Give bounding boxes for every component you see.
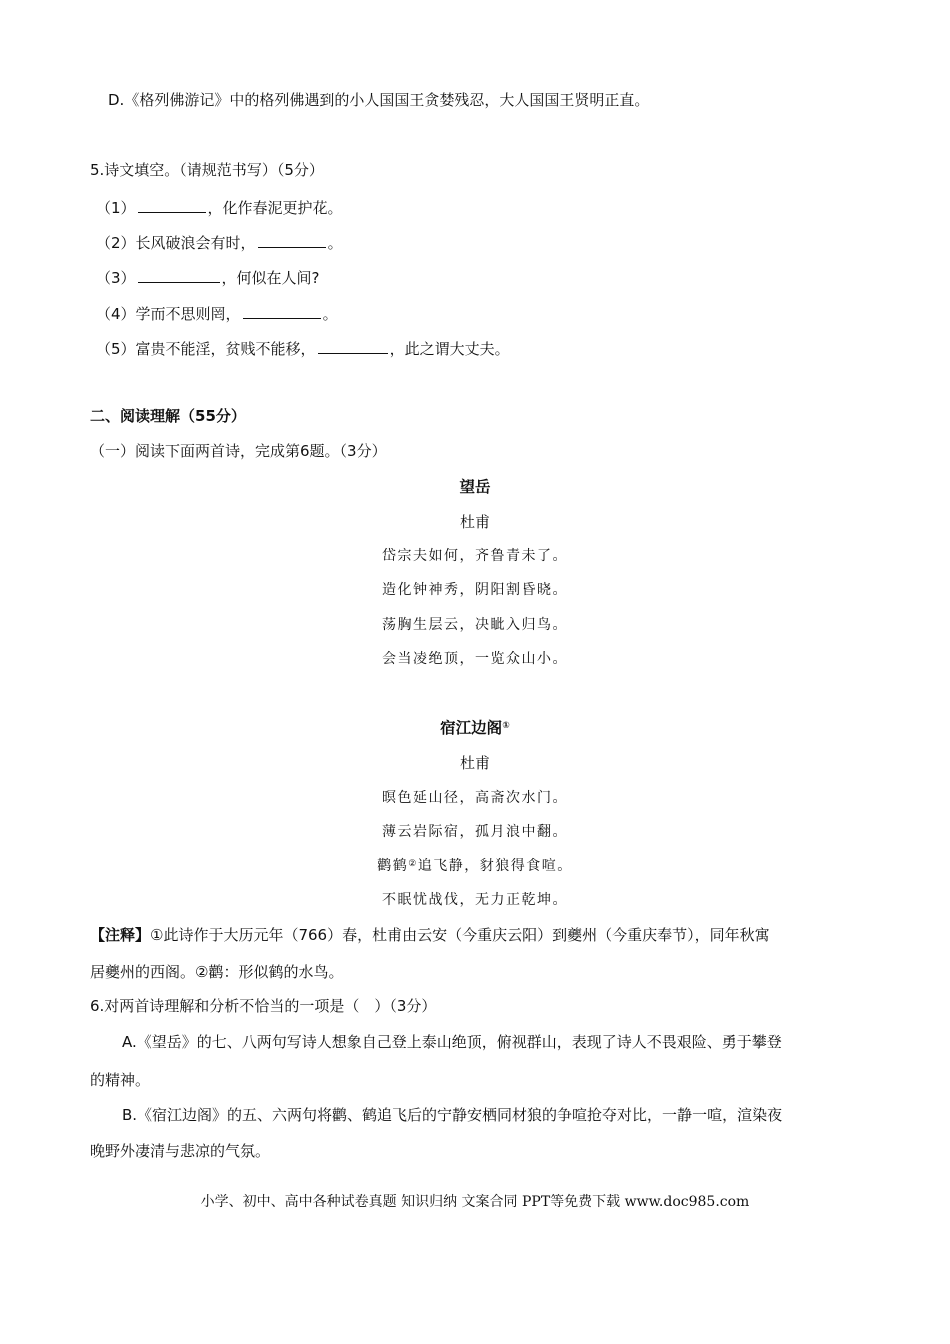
q5-item-3 <box>96 265 320 288</box>
q4-option-d: D.《格列佛游记》中的格列佛遇到的小人国国王贪婪残忍，大人国国王贤明正直。 <box>108 91 650 109</box>
q5-item-1-after: ，化作春泥更护花。 <box>207 199 343 217</box>
poem2-line-4: 不眠忧战伐，无力正乾坤。 <box>382 892 568 908</box>
q5-item-4-blank[interactable] <box>243 301 321 319</box>
poem2-title-text: 宿江边阁 <box>440 719 503 737</box>
q5-item-2-prefix: （2） <box>96 234 136 252</box>
poem2-line-1: 暝色延山径，高斋次水门。 <box>382 790 568 806</box>
q5-item-5 <box>96 336 510 359</box>
poem1-line-4: 会当凌绝顶，一览众山小。 <box>382 651 568 667</box>
q5-item-2-before: 长风破浪会有时， <box>135 234 256 252</box>
poem2-title <box>0 718 950 738</box>
notes-line-1 <box>90 925 770 945</box>
q6-option-b-line-1: B.《宿江边阁》的五、六两句将鹳、鹤追飞后的宁静安栖同材狼的争喧抢夺对比，一静一喧，渲染夜 <box>122 1106 783 1124</box>
q5-item-2-blank[interactable] <box>258 230 326 248</box>
q5-item-4-after: 。 <box>322 305 338 323</box>
q5-item-5-before: 富贵不能淫，贫贱不能移， <box>135 340 316 358</box>
q5-item-1-blank[interactable] <box>138 195 206 213</box>
poem1-line-1: 岱宗夫如何，齐鲁青未了。 <box>382 548 568 564</box>
notes-line-2: 居夔州的西阁。②鹳：形似鹤的水鸟。 <box>90 963 344 981</box>
notes-text-1: ①此诗作于大历元年（766）春，杜甫由云安（今重庆云阳）到夔州（今重庆奉节），同年秋寓 <box>150 926 770 944</box>
poem2-author: 杜甫 <box>459 754 490 772</box>
q5-item-3-blank[interactable] <box>138 265 220 283</box>
page-footer: 小学、初中、高中各种试卷真题 知识归纳 文案合同 PPT等免费下载 www.doc985.com <box>200 1194 750 1210</box>
poem2-title-note: ① <box>502 721 510 731</box>
q6-option-b-line-2: 晚野外凄清与悲凉的气氛。 <box>90 1142 271 1160</box>
poem2-line-3-note: ② <box>408 859 418 869</box>
poem1-line-2: 造化钟神秀，阴阳割昏晓。 <box>382 582 568 598</box>
q6-option-a-line-1: A.《望岳》的七、八两句写诗人想象自己登上泰山绝顶，俯视群山，表现了诗人不畏艰险、勇于攀登 <box>122 1033 782 1051</box>
q5-item-3-after: ，何似在人间? <box>221 269 320 287</box>
q5-item-4-before: 学而不思则罔， <box>135 305 241 323</box>
poem2-line-2: 薄云岩际宿，孤月浪中翻。 <box>382 824 568 840</box>
section-sub-heading: （一）阅读下面两首诗，完成第6题。（3分） <box>90 442 387 460</box>
poem1-author: 杜甫 <box>459 513 490 531</box>
q5-title: 5.诗文填空。（请规范书写）（5分） <box>90 161 324 179</box>
q5-item-1-prefix: （1） <box>96 199 136 217</box>
q6-option-a-line-2: 的精神。 <box>90 1071 151 1089</box>
poem1-title: 望岳 <box>459 478 491 496</box>
poem2-line-3b: 追飞静，豺狼得食喧。 <box>417 858 573 874</box>
notes-label: 【注释】 <box>90 926 151 944</box>
q5-item-5-prefix: （5） <box>96 340 136 358</box>
poem2-line-3 <box>0 856 950 876</box>
q6-stem: 6.对两首诗理解和分析不恰当的一项是（ ）（3分） <box>90 997 437 1015</box>
q5-item-5-after: ，此之谓大丈夫。 <box>389 340 510 358</box>
q5-item-4-prefix: （4） <box>96 305 136 323</box>
q5-item-3-prefix: （3） <box>96 269 136 287</box>
q5-item-4 <box>96 301 338 324</box>
q5-item-5-blank[interactable] <box>318 336 388 354</box>
poem2-line-3a: 鹳鹤 <box>377 858 409 874</box>
q5-item-1 <box>96 195 343 218</box>
section-heading: 二、阅读理解（55分） <box>90 407 246 425</box>
q5-item-2 <box>96 230 343 253</box>
poem1-line-3: 荡胸生层云，决眦入归鸟。 <box>382 617 568 633</box>
q5-item-2-after: 。 <box>327 234 343 252</box>
